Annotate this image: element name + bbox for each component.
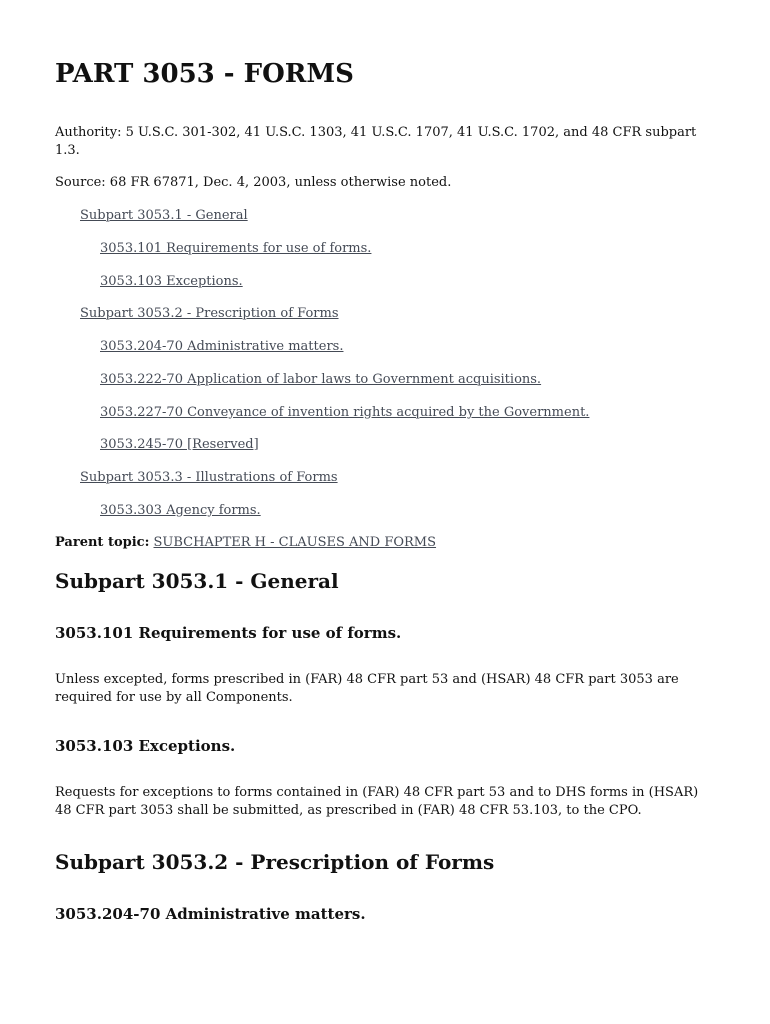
toc-link-subpart-3053-3[interactable]: Subpart 3053.3 - Illustrations of Forms [80,470,338,485]
section-3053-204-70-heading: 3053.204-70 Administrative matters. [55,905,366,923]
toc-link-3053-101[interactable]: 3053.101 Requirements for use of forms. [100,241,372,256]
toc-link-3053-245-70[interactable]: 3053.245-70 [Reserved] [100,437,259,452]
toc-link-3053-303[interactable]: 3053.303 Agency forms. [100,503,261,518]
subpart-3053-2-heading: Subpart 3053.2 - Prescription of Forms [55,850,495,874]
section-3053-103-text: Requests for exceptions to forms contained in (FAR) 48 CFR part 53 and to DHS forms in (HSAR) 48 CFR part 3053 shall be submitted, as prescribed in (FAR) 48 CFR 53.103, to the CPO. [55,785,699,818]
parent-topic [55,534,436,552]
section-3053-103-heading: 3053.103 Exceptions. [55,737,236,755]
parent-topic-link[interactable]: SUBCHAPTER H - CLAUSES AND FORMS [153,535,437,550]
page-title: PART 3053 - FORMS [55,59,354,89]
source-text: Source: 68 FR 67871, Dec. 4, 2003, unless otherwise noted. [55,175,452,190]
section-3053-101-text: Unless excepted, forms prescribed in (FAR) 48 CFR part 53 and (HSAR) 48 CFR part 3053 are required for use by all Components. [55,672,679,705]
authority-text: Authority: 5 U.S.C. 301-302, 41 U.S.C. 1303, 41 U.S.C. 1707, 41 U.S.C. 1702, and 48 CFR subpart 1.3. [55,125,697,158]
toc-link-subpart-3053-2[interactable]: Subpart 3053.2 - Prescription of Forms [80,306,339,321]
toc-link-3053-222-70[interactable]: 3053.222-70 Application of labor laws to Government acquisitions. [100,372,542,387]
toc-link-3053-204-70[interactable]: 3053.204-70 Administrative matters. [100,339,344,354]
toc-link-3053-227-70[interactable]: 3053.227-70 Conveyance of invention rights acquired by the Government. [100,405,590,420]
toc-link-subpart-3053-1[interactable]: Subpart 3053.1 - General [80,208,248,223]
subpart-3053-1-heading: Subpart 3053.1 - General [55,569,339,593]
parent-topic-label: Parent topic: [55,535,150,550]
section-3053-101-heading: 3053.101 Requirements for use of forms. [55,624,402,642]
toc-link-3053-103[interactable]: 3053.103 Exceptions. [100,274,243,289]
